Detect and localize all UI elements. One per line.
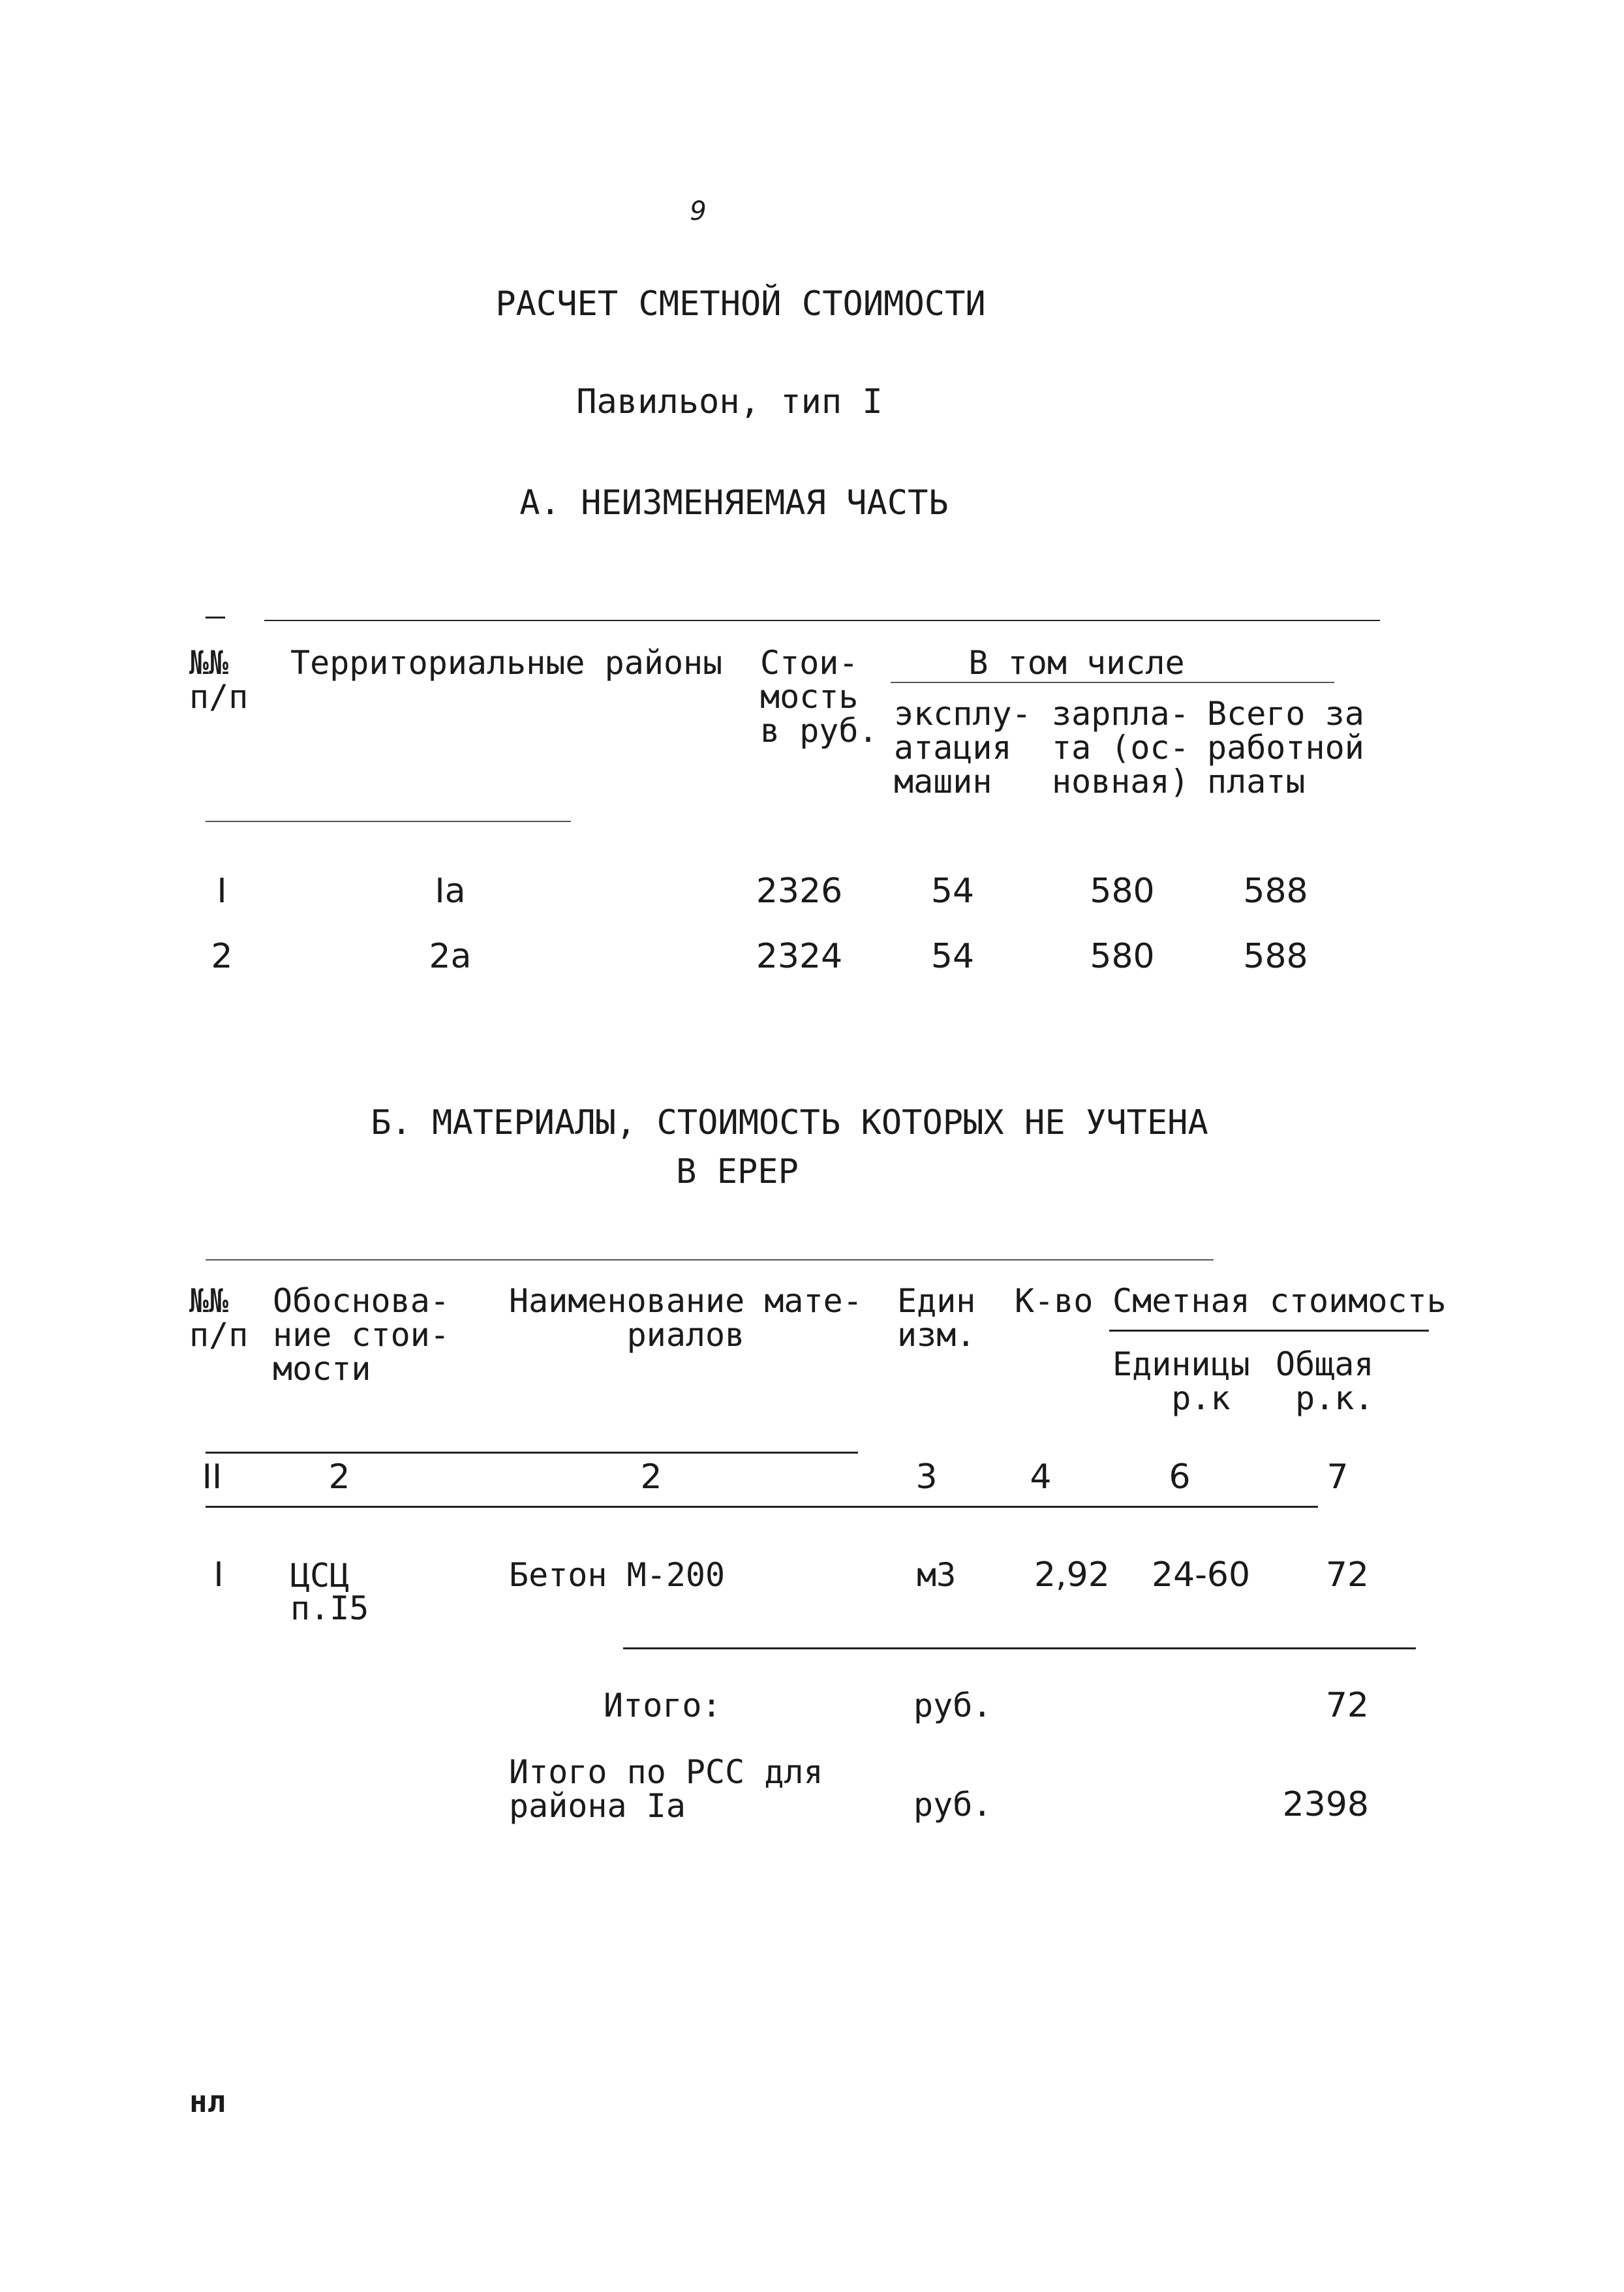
header-unit-price: Единицы р.к [1112, 1345, 1250, 1417]
row-region: Iа [435, 872, 466, 911]
table-rule-top [206, 1259, 1214, 1261]
row-num: 2 [211, 937, 233, 976]
header-unit: Един изм. [897, 1282, 976, 1354]
column-number: 2 [328, 1458, 350, 1497]
header-total: Общая р.к. [1276, 1345, 1374, 1417]
column-number: 7 [1326, 1458, 1349, 1497]
column-numbers-rule [206, 1506, 1318, 1508]
header-rule-bottom [206, 821, 571, 822]
row-total: 72 [1325, 1555, 1369, 1595]
total-value: 2398 [1282, 1785, 1369, 1824]
header-rule-bottom [206, 1452, 858, 1454]
footer-mark: нл [189, 2084, 226, 2119]
row-total-wage: 588 [1243, 872, 1308, 911]
row-total-wage: 588 [1243, 937, 1308, 976]
column-number: 2 [640, 1458, 662, 1497]
header-name: Наименование мате- риалов [509, 1282, 863, 1354]
header-total-wage: Всего за работной платы [1207, 695, 1364, 801]
row-salary: 580 [1090, 937, 1155, 976]
header-num: №№ п/п [189, 644, 249, 716]
column-number: 4 [1030, 1458, 1052, 1497]
column-number: II [202, 1458, 222, 1497]
total-unit: руб. [913, 1786, 992, 1824]
column-number: 6 [1169, 1458, 1191, 1497]
header-region: Территориальные районы [290, 644, 723, 682]
header-including: В том числе [968, 644, 1185, 682]
row-machines: 54 [930, 937, 975, 976]
table-rule-top-left [206, 617, 225, 619]
header-salary: зарпла- та (ос- новная) [1052, 695, 1189, 801]
total-label: Итого по РСС для района Iа [509, 1753, 823, 1825]
including-rule [891, 682, 1334, 683]
page-subtitle: Павильон, тип I [576, 382, 883, 421]
row-region: 2а [429, 937, 472, 976]
header-estimated-cost: Сметная стоимость [1112, 1282, 1447, 1320]
row-salary: 580 [1090, 872, 1155, 911]
row-num: I [217, 872, 227, 911]
row-cost: 2324 [756, 937, 843, 976]
header-num: №№ п/п [189, 1282, 249, 1354]
row-cost: 2326 [756, 872, 843, 911]
total-label: Итого: [604, 1687, 722, 1724]
table-rule-top [264, 620, 1380, 621]
row-unit: м3 [917, 1556, 957, 1594]
total-value: 72 [1325, 1686, 1369, 1725]
row-num: I [213, 1555, 224, 1595]
totals-rule [623, 1647, 1416, 1649]
row-machines: 54 [930, 872, 975, 911]
header-cost: Стои- мость в руб. [760, 644, 878, 750]
page-title: РАСЧЕТ СМЕТНОЙ СТОИМОСТИ [495, 284, 986, 324]
section-b-heading-line2: В ЕРЕР [676, 1152, 799, 1191]
row-qty: 2,92 [1034, 1555, 1110, 1595]
row-basis: ЦСЦ п.I5 [290, 1557, 369, 1627]
header-qty: К-во [1015, 1282, 1094, 1320]
page-number: 9 [690, 196, 707, 226]
column-number: 3 [915, 1458, 938, 1497]
total-unit: руб. [913, 1687, 992, 1724]
section-b-heading: Б. МАТЕРИАЛЫ, СТОИМОСТЬ КОТОРЫХ НЕ УЧТЕНА [371, 1103, 1208, 1142]
estimated-cost-rule [1109, 1330, 1429, 1332]
row-material-name: Бетон М-200 [509, 1556, 726, 1594]
header-machines: эксплу- атация машин [894, 695, 1032, 801]
row-unit-price: 24-60 [1152, 1555, 1251, 1595]
section-a-heading: А. НЕИЗМЕНЯЕМАЯ ЧАСТЬ [519, 483, 949, 523]
header-basis: Обоснова- ние стои- мости [273, 1282, 450, 1388]
